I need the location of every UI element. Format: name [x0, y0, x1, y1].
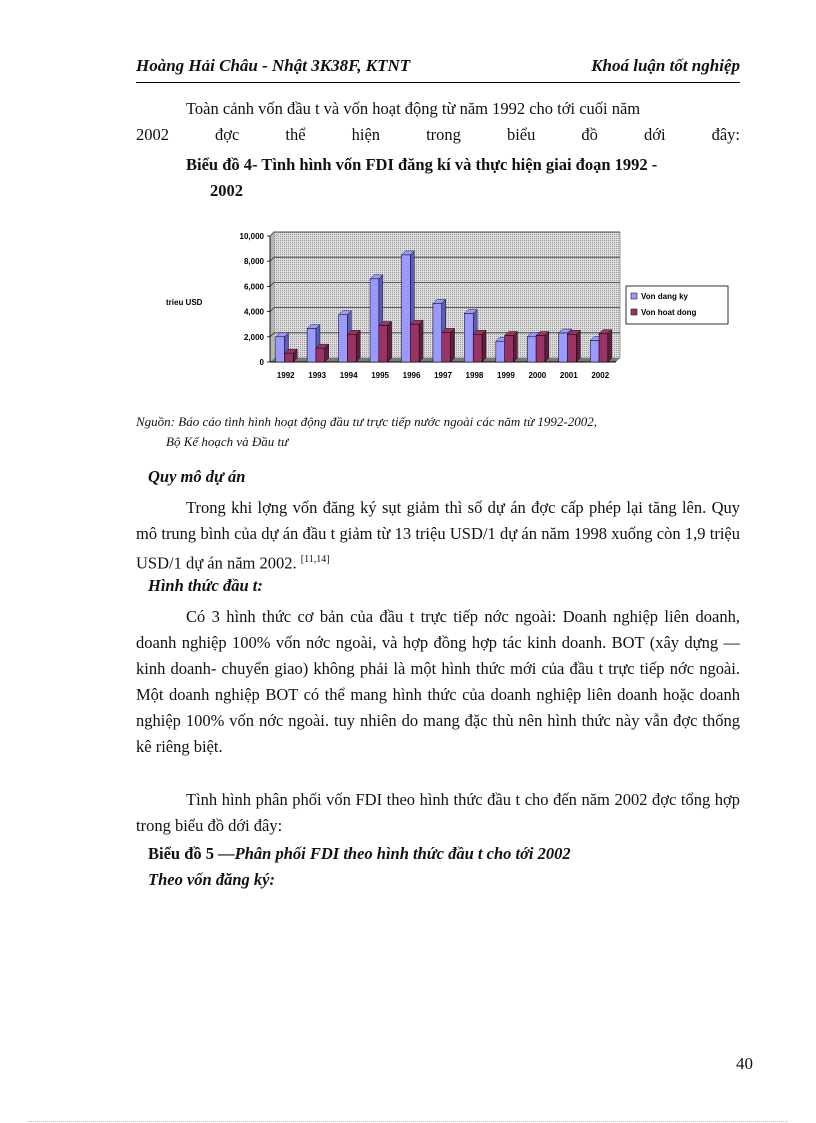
- bar-implemented-1997: [442, 332, 451, 362]
- chart5-caption-title: Phân phối FDI theo hình thức đầu t cho tới 2002: [234, 844, 571, 863]
- section-heading-investment-form: Hình thức đầu t:: [148, 576, 263, 595]
- bar-registered-1993: [307, 329, 316, 362]
- bar-side: [356, 330, 360, 362]
- bar-side: [482, 330, 486, 362]
- x-tick-label: 1998: [465, 371, 484, 380]
- bar-side: [545, 332, 549, 362]
- bar-registered-1994: [339, 315, 348, 362]
- x-tick-label: 2000: [528, 371, 547, 380]
- bar-side: [419, 320, 423, 362]
- distribution-paragraph: Tình hình phân phối vốn FDI theo hình thức đầu t cho đến năm 2002 đợc tổng hợp trong biểu đồ dới đây:: [136, 790, 740, 835]
- y-tick-label: 6,000: [243, 282, 264, 292]
- header-doc-type: Khoá luận tốt nghiệp: [591, 56, 740, 75]
- header-author: Hoàng Hải Châu - Nhật 3K38F, KTNT: [136, 56, 411, 75]
- y-tick-label: 8,000: [243, 257, 264, 267]
- bar-implemented-2002: [599, 334, 608, 362]
- bar-registered-2001: [559, 333, 568, 362]
- source-line-2: Bộ Kế hoạch và Đầu tư: [166, 434, 289, 449]
- legend-swatch: [631, 293, 637, 299]
- chart4-caption-line-2: 2002: [210, 181, 243, 200]
- x-tick-label: 1993: [308, 371, 327, 380]
- y-axis-label: trieu USD: [166, 298, 203, 307]
- legend-swatch: [631, 309, 637, 315]
- legend-label: Von dang ky: [641, 292, 688, 301]
- bar-implemented-1994: [347, 334, 356, 362]
- x-tick-label: 1992: [276, 371, 295, 380]
- intro-paragraph: [136, 96, 740, 148]
- registered-capital-subheading: Theo vốn đăng ký:: [148, 870, 275, 889]
- x-tick-label: 1997: [434, 371, 452, 380]
- x-tick-label: 1994: [339, 371, 358, 380]
- x-tick-label: 2001: [559, 371, 578, 380]
- chart-side-wall: [270, 232, 274, 362]
- bar-implemented-1995: [379, 325, 388, 362]
- chart5-caption-prefix: Biểu đồ 5 —: [148, 844, 235, 863]
- y-tick-label: 0: [259, 358, 264, 367]
- chart-source: [136, 412, 756, 452]
- intro-line-1: Toàn cảnh vốn đầu t và vốn hoạt động từ năm 1992 cho tới cuối năm: [186, 99, 641, 118]
- bar-registered-1996: [401, 255, 410, 362]
- bar-implemented-2000: [536, 336, 545, 362]
- intro-line-2: 2002 đợc thể hiện trong biểu đồ dới đây:: [136, 125, 740, 144]
- bar-registered-2002: [590, 341, 599, 362]
- fdi-bar-chart: [160, 226, 740, 388]
- bar-implemented-1996: [410, 324, 419, 362]
- x-tick-label: 1996: [402, 371, 421, 380]
- bar-implemented-1999: [505, 336, 514, 362]
- page-number: 40: [736, 1054, 753, 1073]
- section-heading-project-scale: Quy mô dự án: [148, 467, 246, 486]
- chart5-caption: [148, 844, 571, 864]
- bar-registered-1997: [433, 303, 442, 362]
- bar-registered-1992: [276, 337, 285, 362]
- project-scale-text: Trong khi lợng vốn đăng ký sụt giảm thì số dự án đợc cấp phép lại tăng lên. Quy mô trung bình của dự án đầu t giảm từ 13 triệu USD/1 dự án năm 1998 xuống còn 1,9 triệu USD/1 dự án năm 2002.: [136, 498, 740, 573]
- y-tick-label: 10,000: [239, 232, 264, 241]
- chart4-caption-line-1: Biểu đồ 4- Tình hình vốn FDI đăng kí và thực hiện giai đoạn 1992 -: [186, 155, 658, 174]
- project-scale-paragraph: [136, 495, 740, 577]
- bar-side: [388, 321, 392, 362]
- page-header: [136, 52, 740, 83]
- bar-registered-1999: [496, 341, 505, 362]
- y-tick-label: 2,000: [243, 332, 264, 342]
- bar-implemented-1998: [473, 334, 482, 362]
- bar-side: [451, 328, 455, 362]
- bar-side: [513, 332, 517, 362]
- x-tick-label: 1995: [371, 371, 389, 380]
- bar-registered-2000: [527, 337, 536, 362]
- legend-label: Von hoat dong: [641, 308, 697, 317]
- bar-implemented-2001: [568, 334, 577, 362]
- bar-implemented-1993: [316, 348, 325, 362]
- source-line-1: Nguồn: Báo cáo tình hình hoạt động đầu tư trực tiếp nước ngoài các năm từ 1992-2002,: [136, 414, 598, 429]
- bar-implemented-1992: [284, 353, 293, 362]
- bar-side: [608, 330, 612, 362]
- bar-registered-1998: [464, 313, 473, 362]
- x-tick-label: 1999: [497, 371, 515, 380]
- y-tick-label: 4,000: [243, 307, 264, 317]
- page-bottom-divider: [28, 1121, 788, 1122]
- chart4-caption: [186, 152, 746, 204]
- bar-side: [576, 330, 580, 362]
- x-tick-label: 2002: [591, 371, 610, 380]
- bar-registered-1995: [370, 279, 379, 362]
- citation-ref: [11,14]: [300, 554, 330, 565]
- investment-form-paragraph: Có 3 hình thức cơ bản của đầu t trực tiếp nớc ngoài: Doanh nghiệp liên doanh, doanh nghiệp 100% vốn nớc ngoài, và hợp đồng hợp tác kinh doanh. BOT (xây dựng — kinh doanh- chuyển giao) không phải là một hình thức mới của đầu t trực tiếp nớc ngoài. Một doanh nghiệp BOT có thể mang hình thức của doanh nghiệp liên doanh hoặc doanh nghiệp 100% vốn nớc ngoài. tuy nhiên do mang đặc thù nên hình thức này vẫn đợc thống kê riêng biệt.: [136, 607, 740, 756]
